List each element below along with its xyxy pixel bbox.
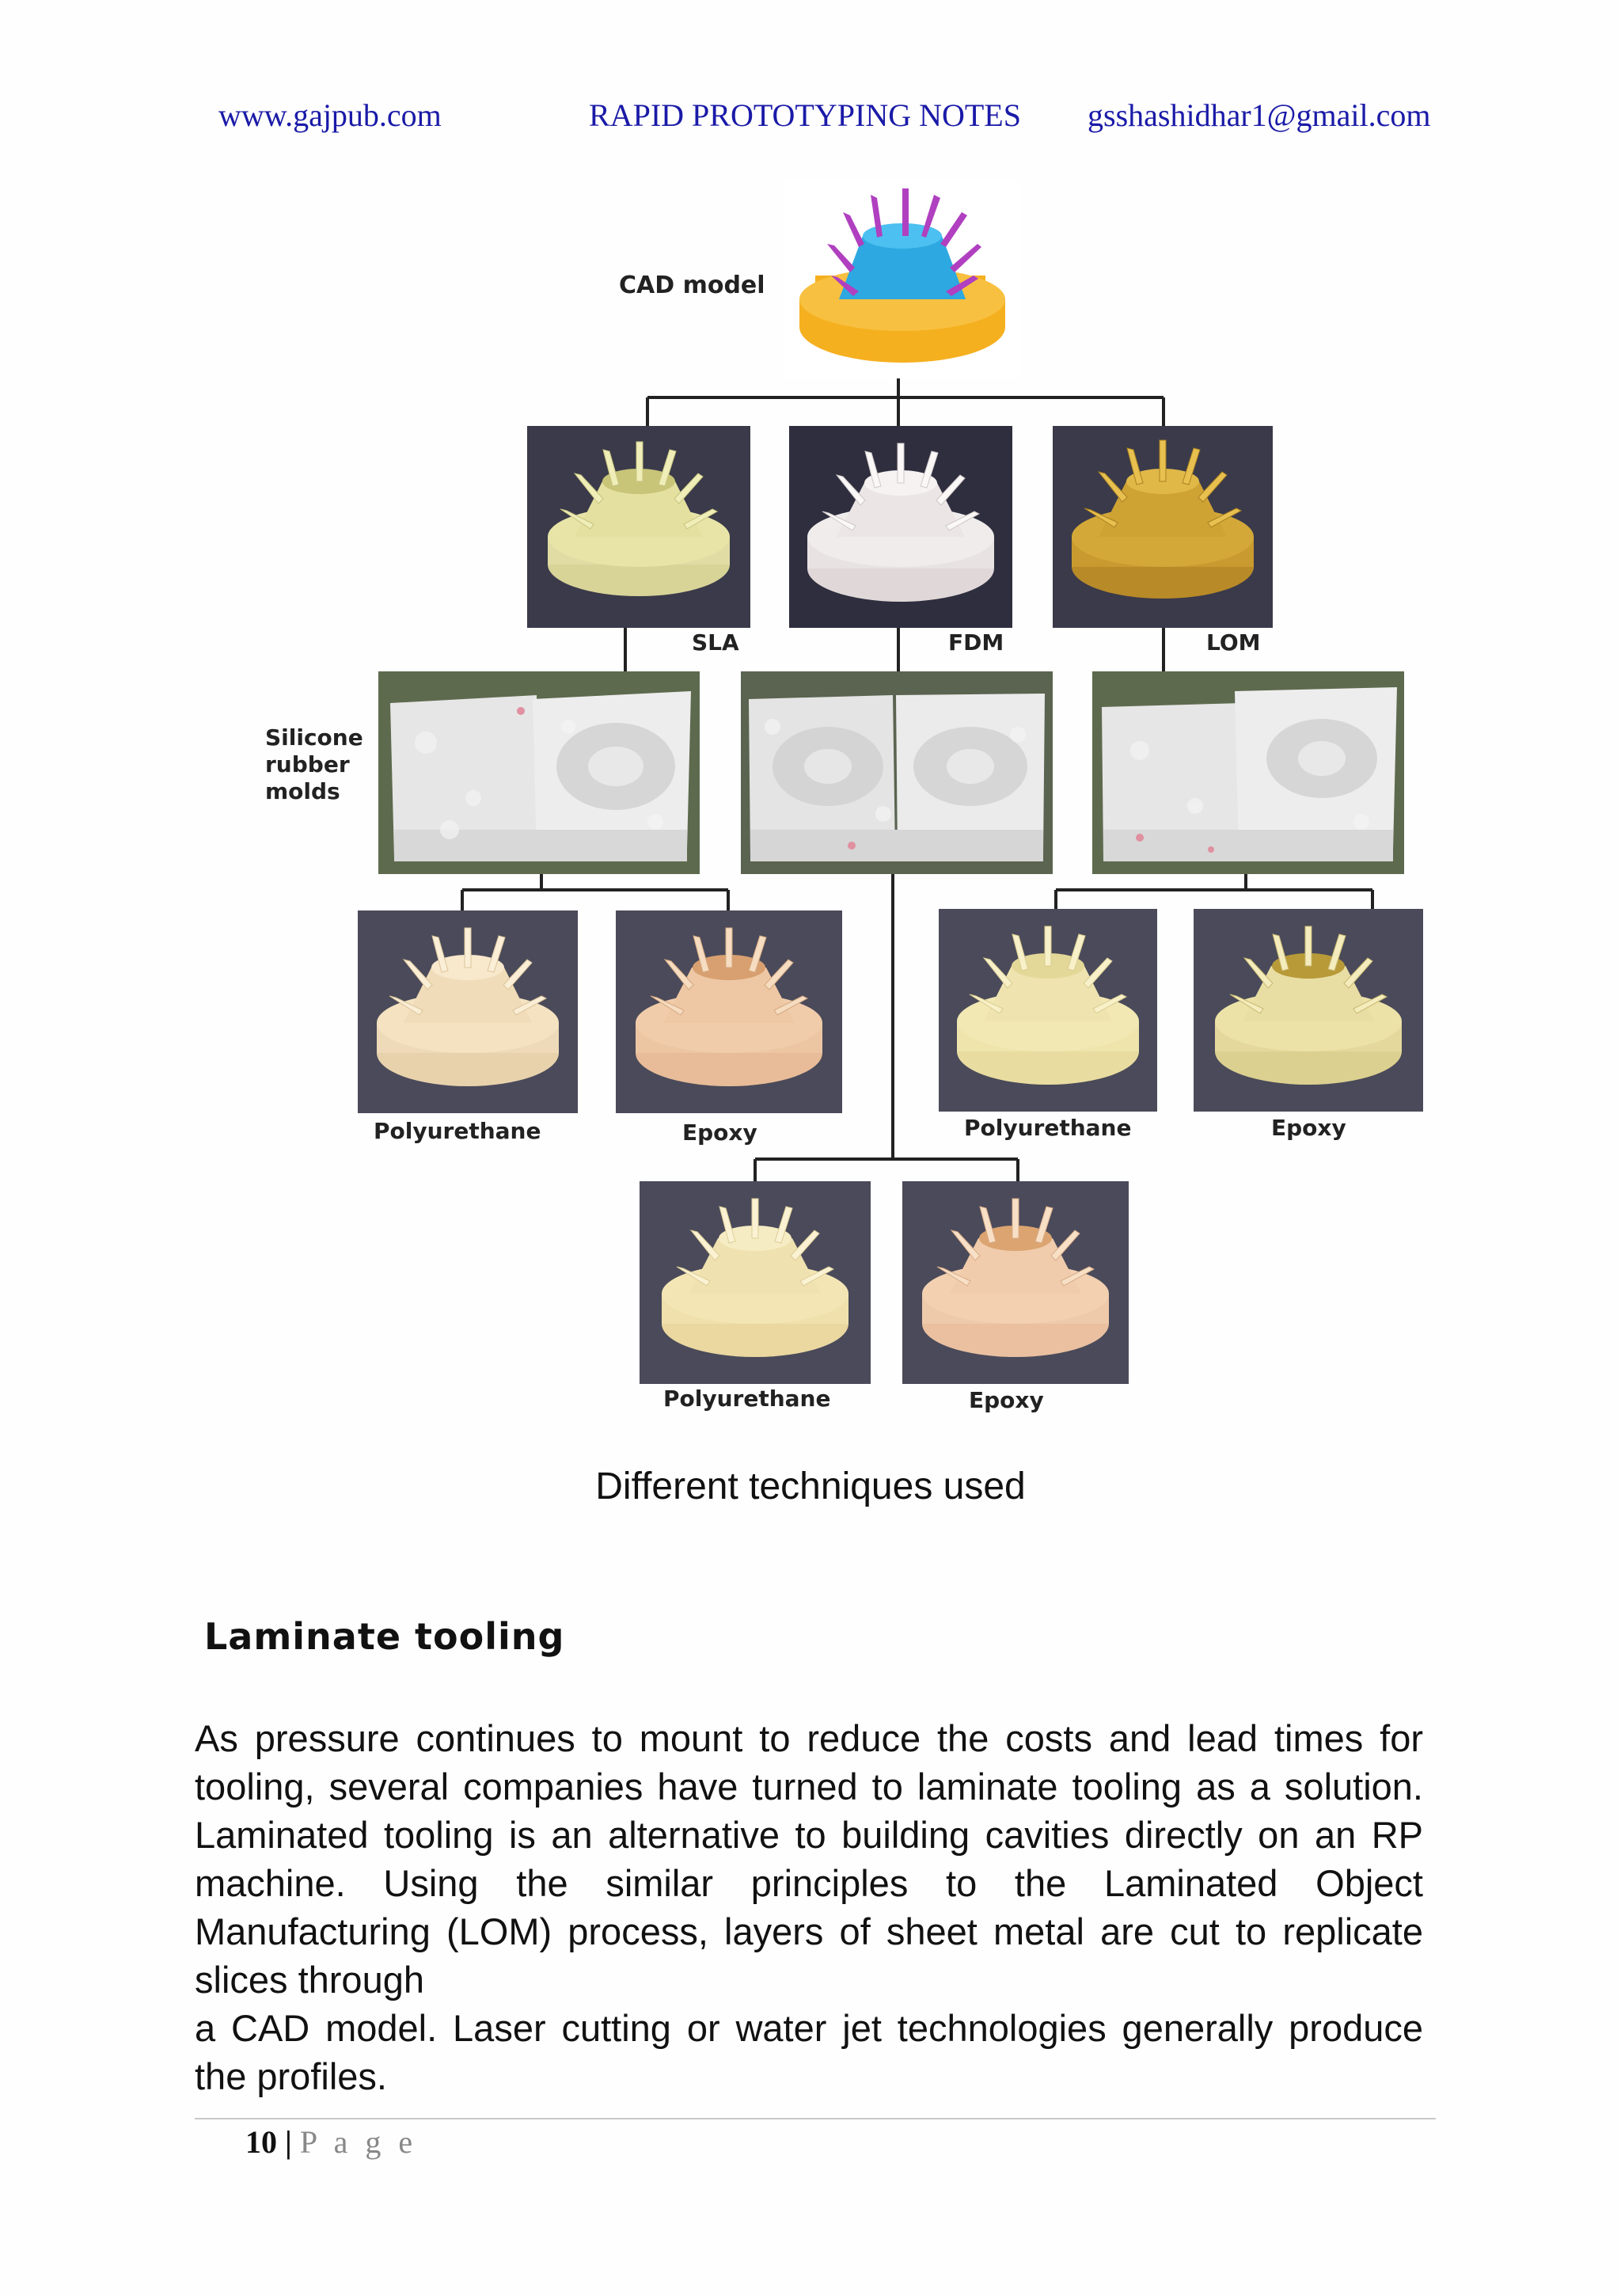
process-label-lom: LOM xyxy=(1206,629,1261,656)
cast-epoxy-1-image xyxy=(616,910,842,1113)
molds-label-line-3: molds xyxy=(265,778,340,804)
molds-label xyxy=(265,724,363,805)
cast-label-epoxy-2: Epoxy xyxy=(1271,1115,1346,1141)
paragraph-2: a CAD model. Laser cutting or water jet technologies generally produce the profiles. xyxy=(195,2007,1423,2097)
cast-label-polyurethane-1: Polyurethane xyxy=(374,1118,541,1144)
section-body xyxy=(195,1714,1423,2100)
page-number: 10 xyxy=(245,2124,277,2160)
molds-label-line-2: rubber xyxy=(265,751,350,777)
sla-part-image xyxy=(527,426,750,628)
cast-label-polyurethane-2: Polyurethane xyxy=(964,1115,1132,1141)
fdm-mold-image xyxy=(741,671,1053,874)
process-label-sla: SLA xyxy=(692,629,739,656)
page-word: P a g e xyxy=(299,2124,418,2160)
section-heading: Laminate tooling xyxy=(204,1615,565,1658)
cast-polyurethane-1-image xyxy=(358,910,578,1113)
page-footer xyxy=(245,2123,417,2161)
cast-label-epoxy-3: Epoxy xyxy=(969,1387,1044,1413)
cast-label-polyurethane-3: Polyurethane xyxy=(663,1386,831,1412)
fdm-part-image xyxy=(789,426,1012,628)
cast-label-epoxy-1: Epoxy xyxy=(682,1119,757,1146)
header-website: www.gajpub.com xyxy=(218,97,442,133)
header-title: RAPID PROTOTYPING NOTES xyxy=(589,97,1021,133)
molds-label-line-1: Silicone xyxy=(265,724,363,751)
cast-epoxy-2-image xyxy=(1194,909,1423,1112)
lom-part-image xyxy=(1053,426,1273,628)
cast-epoxy-3-image xyxy=(902,1181,1129,1384)
page-separator: | xyxy=(285,2124,292,2160)
figure-caption: Different techniques used xyxy=(595,1465,1026,1507)
lom-mold-image xyxy=(1092,671,1404,874)
footer-rule xyxy=(195,2118,1436,2119)
cast-polyurethane-3-image xyxy=(640,1181,871,1384)
sla-mold-image xyxy=(378,671,700,874)
header-email: gsshashidhar1@gmail.com xyxy=(1088,97,1431,133)
paragraph-1: As pressure continues to mount to reduce the costs and lead times for tooling, several companies have turned to laminate tooling as a solution. Laminated tooling is an alternative to building cavities directly on an RP machine. Using the similar principles to the Laminated Object Manufacturing (LOM) process, layers of sheet metal are cut to replicate slices through xyxy=(195,1717,1423,2001)
process-label-fdm: FDM xyxy=(948,629,1004,656)
cad-model-label: CAD model xyxy=(619,272,765,299)
cad-model-image xyxy=(784,181,1021,378)
cast-polyurethane-2-image xyxy=(939,909,1157,1112)
